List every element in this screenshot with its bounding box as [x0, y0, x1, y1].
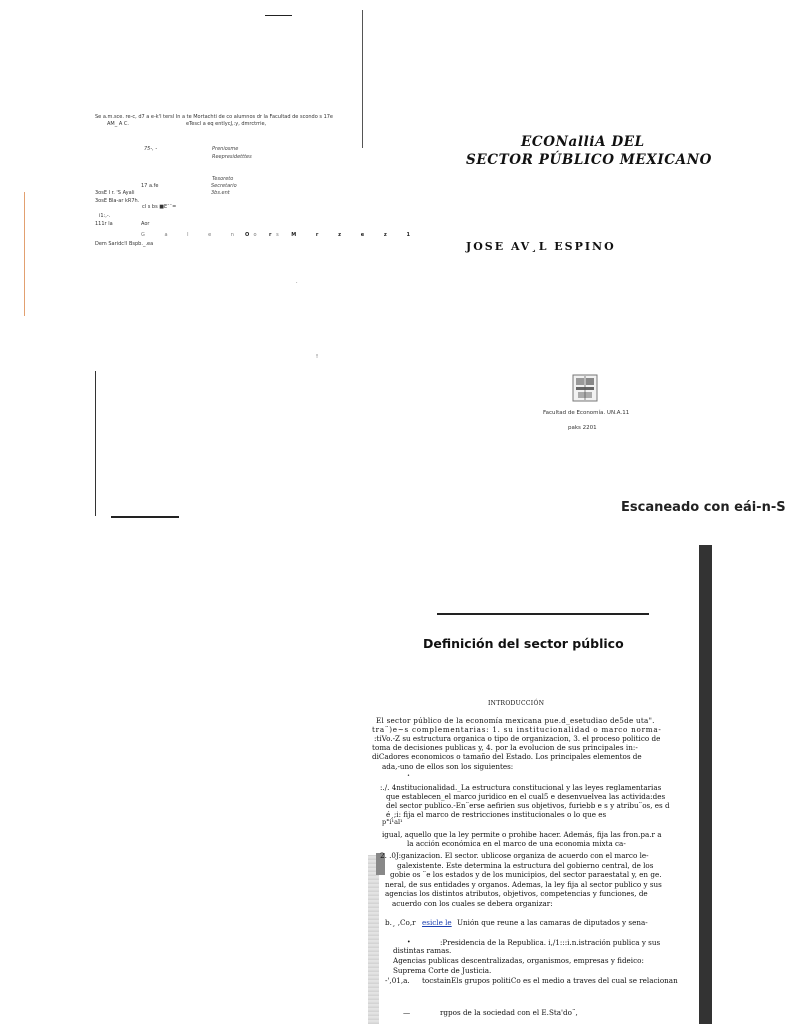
- body-line: que establecen_el marco juridico en el cual5 e desenvuelvea las activida:des: [386, 792, 666, 801]
- cover-name-5: 111r la: [95, 221, 113, 227]
- cover-name-1: 3osE I r. 'S Ayali: [95, 190, 135, 196]
- esicle-link[interactable]: esicle le: [422, 918, 452, 927]
- body-line: rgpos de la sociedad con el E.Sta'do¨,: [440, 1008, 578, 1017]
- body-line: tra¨)e~s complementarias: 1. su institucionalidad o marco norma-: [372, 725, 662, 734]
- body-line: •: [407, 773, 410, 779]
- body-line: neral, de sus entidades y organos. Ademas, la ley fija al sector publico y sus: [385, 880, 662, 889]
- body-line: b.¸ ,Co,r: [385, 918, 416, 927]
- body-line: la acción económica en el marco de una economia mixta ca-: [407, 839, 626, 848]
- university-logo-graphic: [572, 374, 598, 402]
- cover-author-cropped: [466, 240, 616, 253]
- body-line: p°i¹al¹: [382, 818, 403, 826]
- cover-place: paks 2201: [568, 425, 597, 431]
- body-line: :Presidencia de la Republica. i,/1:::i.n.istración publica y sus: [440, 938, 661, 947]
- body-line: tocstainEls grupos politiCo es el medio a traves del cual se relacionan: [422, 976, 678, 985]
- cover-name-9: Dem Saridc!l Bspb._.ea: [95, 241, 154, 247]
- body-line: El sector público de la economía mexicana pue.d_esetudiao de5de uta".: [376, 716, 655, 725]
- cover-name-3: cl s bs ■E¯¯=: [142, 204, 177, 210]
- cover-text-line-1: Se a.m.sce. re-c, d7 a e-k'l tersl In a te Mortachti de co alumnos dr la Facultad de scondo s 17e: [95, 114, 334, 120]
- body-line: gobie os ¨e los estados y de los municipios, del sector paraestatal y, en ge.: [390, 870, 662, 879]
- body-line: distintas ramas.: [393, 946, 452, 955]
- cover-dot: .: [296, 279, 298, 285]
- cover-title-line-1: ECONalliA DEL: [521, 134, 645, 150]
- cover-role-6: Secretario: [211, 183, 237, 189]
- body-line: 2. .0J:ganizacion. El sector. ublicose organiza de acuerdo con el marco le-: [380, 851, 649, 860]
- body-line: igual, aquello que la ley permite o prohibe hacer. Además, fija las fron.pa.r a: [382, 830, 662, 839]
- dash: —: [403, 1008, 411, 1017]
- cover-role-5: 17 a.fe: [141, 183, 159, 189]
- cover-role-2: Preniosme: [212, 146, 239, 152]
- university-logo-icon: [572, 374, 598, 402]
- cover-role-3: Reepresidetttes: [212, 154, 252, 160]
- body-line: toma de decisiones publicas y, 4. por la evolucion de sus principales in:-: [372, 743, 638, 752]
- body-line: galexistente. Este determina la estructura del gobierno central, de los: [397, 861, 654, 870]
- body-line: del sector publico.-En¨erse aefirien sus objetivos, furiebb e s y atribu¨os, es d: [386, 801, 670, 810]
- cover-name-2: 3osE Bla-ar kR7h.: [95, 198, 140, 204]
- cover-left-vertical-rule: [95, 371, 96, 516]
- cover-publisher: Facultad de Economía. UN.A.11: [543, 410, 630, 416]
- body-line: Unión que reune a las camaras de diputados y sena-: [457, 918, 648, 927]
- cover-role-1: 75-, -: [144, 146, 158, 152]
- body-line: -',01,a.: [385, 976, 410, 985]
- cover-margin-rule: [24, 192, 25, 316]
- intro-heading: INTRODUCCIÓN: [488, 700, 545, 707]
- cover-author: JOSE AV¸L ESPINO: [466, 240, 616, 253]
- bullet: •: [407, 939, 411, 946]
- cover-title-line-2: SECTOR PÚBLICO MEXICANO: [466, 152, 712, 168]
- body-line: agencias los distintos atributos, objetivos, competencias y funciones, de: [385, 889, 648, 898]
- cover-role-4: Tesoreto: [212, 176, 234, 182]
- cover-name-6: Aor: [141, 221, 150, 227]
- body-line: :./. 4nstitucionalidad._La estructura constitucional y las leyes reglamentarias: [380, 783, 662, 792]
- page-heading: Definición del sector público: [423, 636, 624, 651]
- body-line: Suprema Corte de Justicia.: [393, 966, 492, 975]
- body-line: :tiVo.-Z su estructura organica o tipo de organizacion, 3. el proceso politico de: [374, 734, 661, 743]
- cover-name-4: i1:,-.: [99, 213, 111, 219]
- body-line: diCadores economicos o tamaño del Estado. Los principales elementos de: [372, 752, 642, 761]
- cover-vertical-rule: [362, 10, 363, 148]
- cover-mark: !: [316, 354, 319, 360]
- cover-text-line-2: AM_ A C.: [107, 121, 129, 127]
- scan-watermark: Escaneado con eái-n-S: [621, 500, 786, 515]
- cover-name-8: O r M r z e z 1: [245, 232, 420, 238]
- body-line: acuerdo con los cuales se debera organizar:: [392, 899, 553, 908]
- body-line: Agencias publicas descentralizadas, organismos, empresas y fideico:: [393, 956, 644, 965]
- scan-noise-margin: [368, 855, 379, 1024]
- cover-top-rule: [265, 15, 292, 16]
- cover-text-line-3: eTescl a eq entlycJ,:y, dmrctrrie,: [186, 121, 267, 127]
- cover-name-7: G a l e n o s: [141, 232, 288, 238]
- cover-role-7: 3bs.ent: [211, 190, 230, 196]
- body-line: é¸;i: fija el marco de restricciones institucionales o lo que es: [386, 810, 607, 819]
- scan-dark-edge: [699, 545, 712, 1024]
- body-line: ada,-uno de ellos son los siguientes:: [382, 762, 514, 771]
- page-top-rule: [437, 613, 649, 615]
- cover-bottom-rule: [111, 516, 179, 518]
